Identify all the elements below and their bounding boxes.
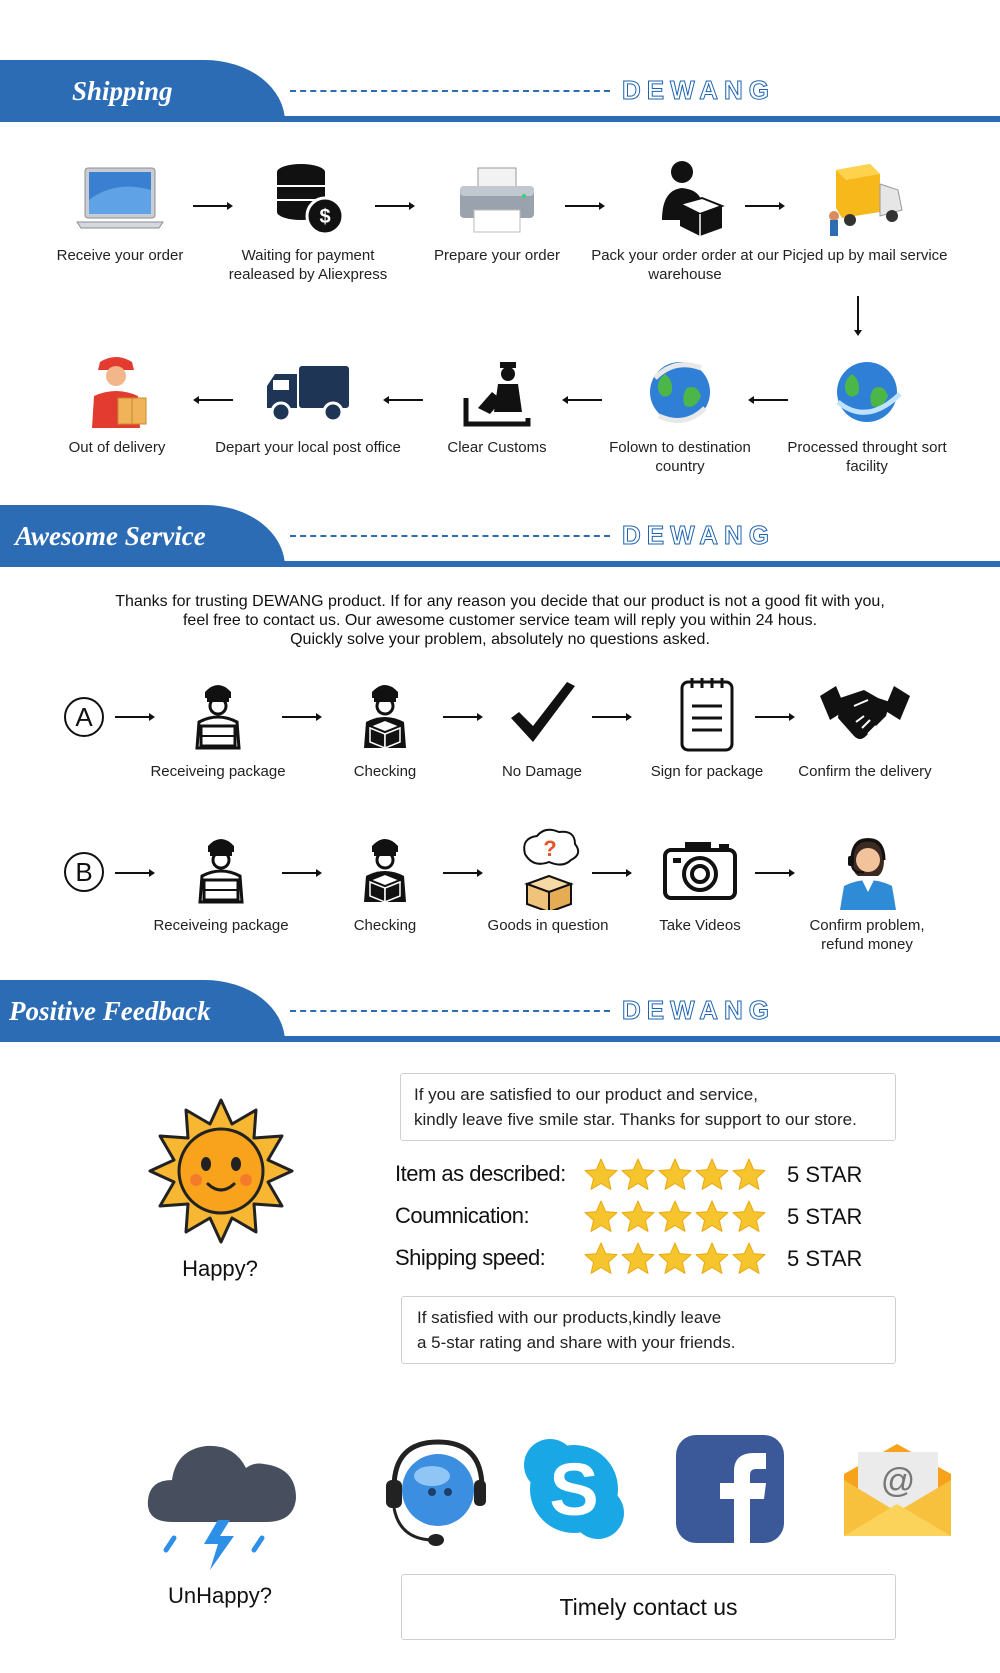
shipping-step-customs: [402, 352, 592, 457]
flow-b-refund: [772, 830, 962, 954]
email-icon[interactable]: [840, 1440, 955, 1540]
star-icon: [694, 1199, 730, 1235]
headset-chat-icon: [380, 1432, 490, 1552]
courier-icon: [72, 352, 162, 432]
satisfied-message-box: [400, 1073, 896, 1141]
star-icon: [694, 1241, 730, 1277]
step-label: Picjed up by mail service: [782, 247, 948, 264]
star-icon: [620, 1157, 656, 1193]
star-icon: [657, 1199, 693, 1235]
section-title-feedback: Positive Feedback: [0, 980, 285, 1042]
step-label: Out of delivery: [68, 439, 166, 456]
coins-dollar-icon: [263, 160, 353, 240]
rating-value: 5 STAR: [787, 1246, 863, 1271]
globe-icon: [822, 352, 912, 432]
section-title-service: Awesome Service: [0, 505, 285, 567]
step-label: Pack your order order at our warehouse: [591, 247, 779, 283]
intro-line: feel free to contact us. Our awesome customer service team will reply you within 24 hous.: [182, 612, 818, 629]
service-intro: [40, 592, 960, 649]
facebook-icon[interactable]: [676, 1435, 784, 1543]
happy-label: Happy?: [182, 1256, 258, 1281]
printer-icon: [452, 160, 542, 240]
shipping-step-pickup: [770, 160, 960, 265]
arrow-down-icon: [852, 296, 864, 336]
flow-b-checking: [290, 830, 480, 935]
section-title-shipping: Shipping: [0, 60, 285, 122]
svg-text:$: $: [319, 206, 331, 228]
flow-a-receive: [123, 676, 313, 781]
globe-arrows-icon: [635, 352, 725, 432]
shipping-step-prepare: [402, 160, 592, 265]
step-label: Receive your order: [56, 247, 184, 264]
delivery-truck-icon: [820, 160, 910, 240]
star-icon: [731, 1241, 767, 1277]
star-icon: [731, 1199, 767, 1235]
banner-bar: [0, 1036, 1000, 1042]
flow-a-marker: A: [64, 697, 104, 737]
svg-text:?: ?: [543, 836, 557, 861]
star-icon: [620, 1199, 656, 1235]
banner-divider: [290, 90, 610, 92]
truck-icon: [263, 352, 353, 432]
checkmark-icon: [497, 676, 587, 756]
step-label: Goods in question: [487, 917, 609, 934]
handshake-icon: [820, 676, 910, 756]
message-line: If satisfied with our products,kindly leave: [417, 1308, 722, 1327]
step-label: No Damage: [501, 763, 583, 780]
worker-box-icon: [640, 160, 730, 240]
star-rating: [583, 1157, 768, 1198]
banner-divider: [290, 535, 610, 537]
skype-icon[interactable]: [520, 1435, 628, 1543]
brand-logo: DEWANG: [622, 520, 775, 550]
contact-button[interactable]: [401, 1574, 896, 1640]
step-label: Checking: [353, 917, 417, 934]
flow-b-receive: [126, 830, 316, 935]
rating-label: Coumnication:: [395, 1203, 530, 1228]
clipboard-icon: [662, 676, 752, 756]
service-banner: [0, 505, 1000, 567]
step-label: Take Videos: [659, 917, 741, 934]
shipping-step-receive: [25, 160, 215, 265]
flow-a-confirm: [770, 676, 960, 781]
camera-icon: [655, 830, 745, 910]
unhappy-label: UnHappy?: [168, 1583, 272, 1608]
flow-b-videos: [605, 830, 795, 935]
star-icon: [657, 1157, 693, 1193]
star-icon: [583, 1157, 619, 1193]
star-icon: [583, 1241, 619, 1277]
banner-bar: [0, 561, 1000, 567]
star-icon: [583, 1199, 619, 1235]
shipping-step-depart: [213, 352, 403, 457]
shipping-banner: [0, 60, 1000, 122]
step-label: Confirm problem, refund money: [809, 917, 925, 953]
step-label: Processed throught sort facility: [787, 439, 947, 475]
brand-logo: DEWANG: [622, 995, 775, 1025]
step-label: Depart your local post office: [215, 439, 401, 456]
star-rating: [583, 1241, 768, 1282]
rating-value: 5 STAR: [787, 1204, 863, 1229]
shipping-step-sort: [772, 352, 962, 476]
support-agent-icon: [822, 830, 912, 910]
star-icon: [620, 1241, 656, 1277]
message-line: kindly leave five smile star. Thanks for support to our store.: [414, 1110, 857, 1129]
brand-logo: DEWANG: [622, 75, 775, 105]
flow-a-no-damage: [447, 676, 637, 781]
star-icon: [731, 1157, 767, 1193]
step-label: Prepare your order: [434, 247, 560, 264]
step-label: Clear Customs: [447, 439, 547, 456]
courier-open-box-icon: [340, 676, 430, 756]
message-line: If you are satisfied to our product and service,: [414, 1085, 758, 1104]
courier-package-icon: [176, 830, 266, 910]
smiling-sun-icon: [146, 1096, 296, 1246]
shipping-step-out-delivery: [22, 352, 212, 457]
customs-officer-icon: [452, 352, 542, 432]
banner-bar: [0, 116, 1000, 122]
message-line: a 5-star rating and share with your friends.: [417, 1333, 736, 1352]
shipping-step-follow: [585, 352, 775, 476]
feedback-banner: [0, 980, 1000, 1042]
banner-divider: [290, 1010, 610, 1012]
intro-line: Quickly solve your problem, absolutely no questions asked.: [290, 631, 710, 648]
star-rating: [583, 1199, 768, 1240]
step-label: Folown to destination country: [609, 439, 751, 475]
share-message-box: [401, 1296, 896, 1364]
rating-row: [395, 1199, 875, 1237]
laptop-icon: [75, 160, 165, 240]
shipping-step-pack: [590, 160, 780, 284]
rating-row: [395, 1241, 875, 1279]
rating-row: [395, 1157, 875, 1195]
courier-open-box-icon: [340, 830, 430, 910]
rating-label: Item as described:: [395, 1161, 566, 1186]
step-label: Receiveing package: [153, 917, 289, 934]
step-label: Sign for package: [650, 763, 764, 780]
rating-value: 5 STAR: [787, 1162, 863, 1187]
svg-text:@: @: [880, 1462, 916, 1500]
storm-cloud-icon: [142, 1432, 302, 1572]
step-label: Confirm the delivery: [798, 763, 932, 780]
box-question-icon: [503, 822, 593, 910]
shipping-step-payment: [213, 160, 403, 284]
step-label: Receiveing package: [150, 763, 286, 780]
star-icon: [657, 1241, 693, 1277]
step-label: Checking: [353, 763, 417, 780]
contact-label: Timely contact us: [559, 1594, 738, 1620]
rating-label: Shipping speed:: [395, 1245, 546, 1270]
svg-text:S: S: [549, 1448, 599, 1531]
intro-line: Thanks for trusting DEWANG product. If for any reason you decide that our product is not a good fit with you,: [115, 593, 885, 610]
step-label: Waiting for payment realeased by Aliexpress: [228, 247, 388, 283]
star-icon: [694, 1157, 730, 1193]
courier-package-icon: [173, 676, 263, 756]
flow-b-marker: B: [64, 852, 104, 892]
